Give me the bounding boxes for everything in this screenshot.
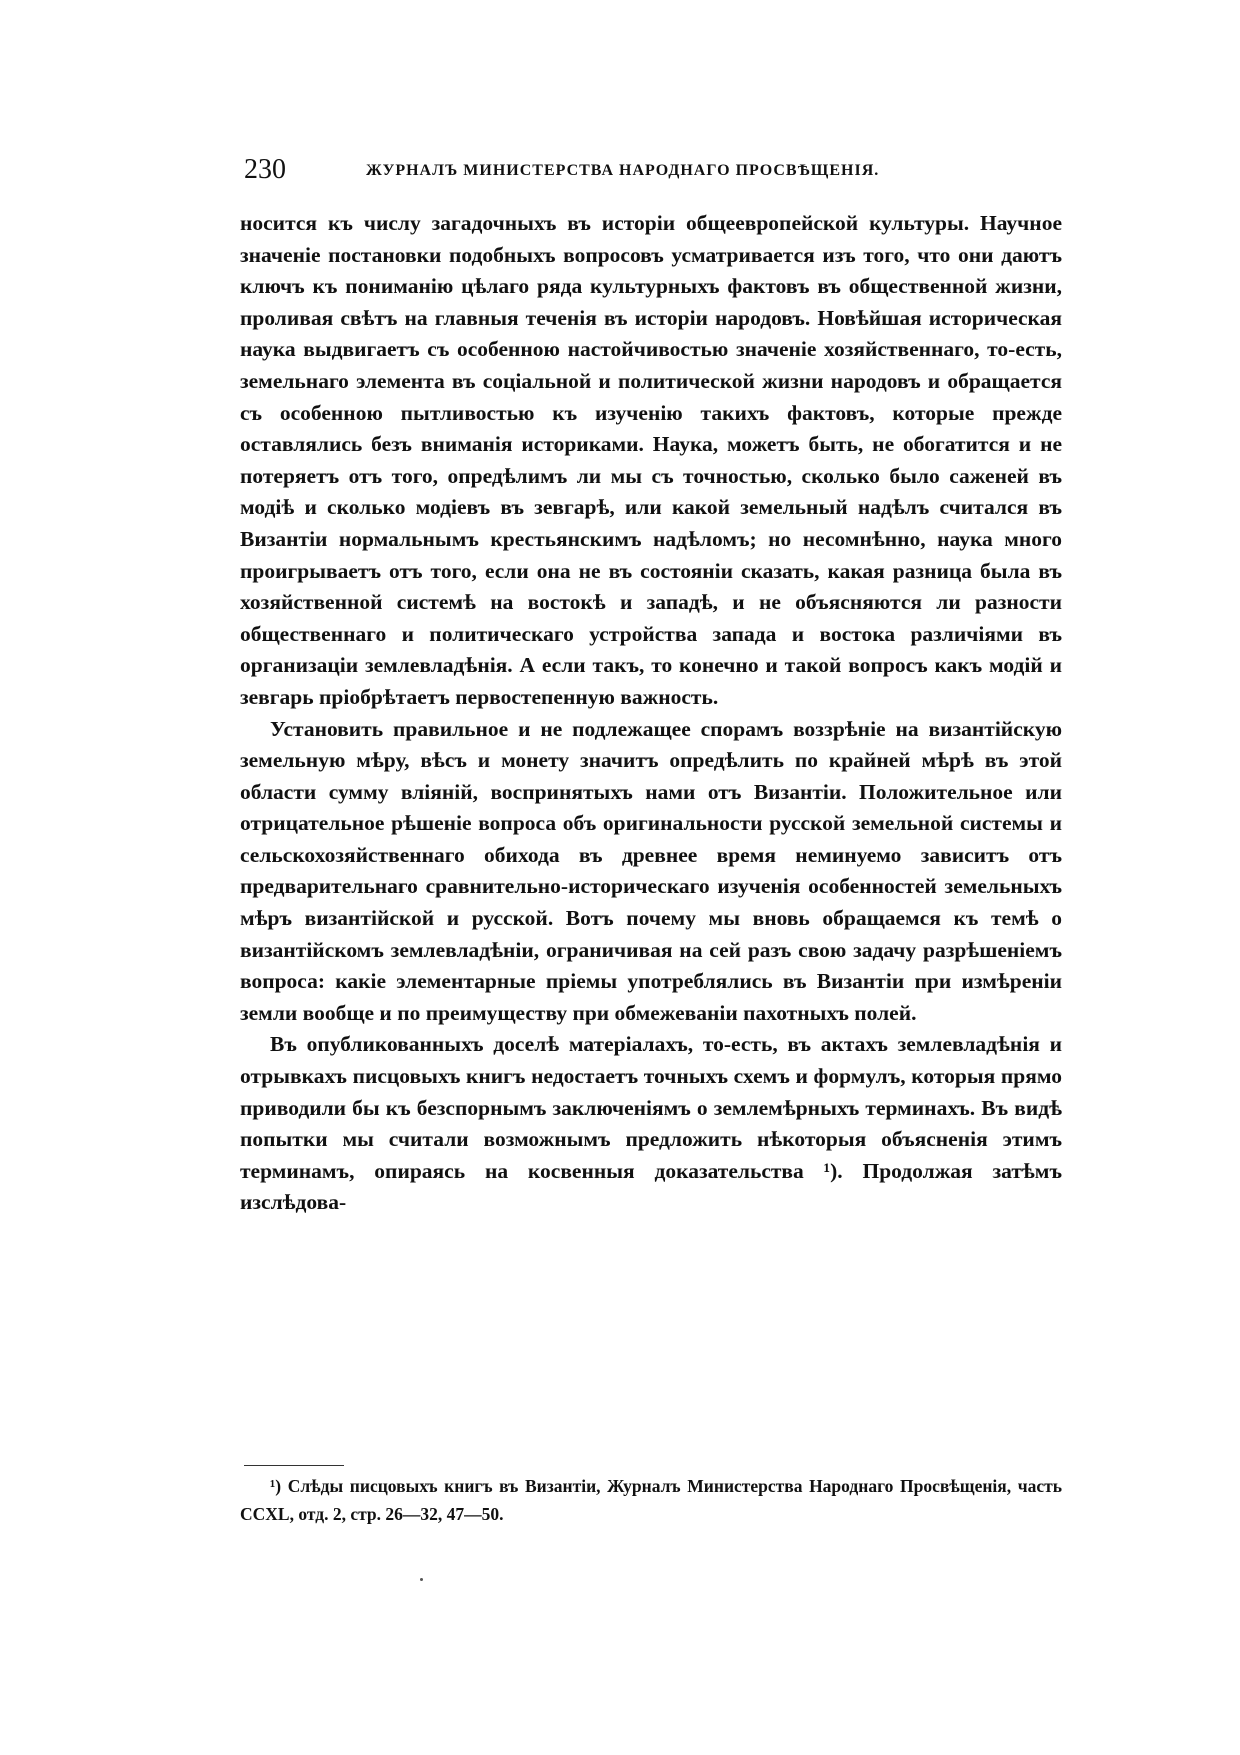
paragraph: Въ опубликованныхъ доселѣ матеріалахъ, то-есть, въ актахъ землевладѣнія и отрывкахъ писцовыхъ книгъ недостаетъ точныхъ схемъ и формулъ, которыя прямо приводили бы къ безспорнымъ заключеніямъ о землемѣрныхъ терминахъ. Въ видѣ попытки мы считали возможнымъ предложить нѣкоторыя объясненія этимъ терминамъ, опираясь на косвенныя доказательства ¹). Продолжая затѣмъ изслѣдова- [240,1032,1062,1215]
paragraph: Установить правильное и не подлежащее спорамъ воззрѣніе на византійскую земельную мѣру, вѣсъ и монету значитъ опредѣлить по крайней мѣрѣ въ этой области сумму вліяній, воспринятыхъ нами отъ Византіи. Положительное или отрицательное рѣшеніе вопроса объ оригинальности русской земельной системы и сельскохозяйственнаго обихода въ древнее время неминуемо зависитъ отъ предварительнаго сравнительно-историческаго изученія особенностей земельныхъ мѣръ византійской и русской. Вотъ почему мы вновь обращаемся къ темѣ о византійскомъ землевладѣніи, ограничивая на сей разъ свою задачу разрѣшеніемъ вопроса: какіе элементарные пріемы употреблялись въ Византіи при измѣреніи земли вообще и по преимуществу при обмежеваніи пахотныхъ полей. [240,716,1062,1025]
footnote: ¹) Слѣды писцовыхъ книгъ въ Византіи, Журналъ Министерства Народнаго Просвѣщенія, часть CCXL, отд. 2, стр. 26—32, 47—50. [240,1476,1062,1524]
scan-speck [420,1578,423,1581]
running-head: ЖУРНАЛЪ МИНИСТЕРСТВА НАРОДНАГО ПРОСВѢЩЕНІЯ. [366,162,880,179]
paragraph-continuation: носится къ числу загадочныхъ въ исторіи общеевропейской культуры. Научное значеніе постановки подобныхъ вопросовъ усматривается изъ того, что они даютъ ключъ къ пониманію цѣлаго ряда культурныхъ фактовъ въ общественной жизни, проливая свѣтъ на главныя теченія въ исторіи народовъ. Новѣйшая историческая наука выдвигаетъ съ особенною настойчивостью значеніе хозяйственнаго, то-есть, земельнаго элемента въ соціальной и политической жизни народовъ и обращается съ особенною пытливостью къ изученію такихъ фактовъ, которые прежде оставлялись безъ вниманія историками. Наука, можетъ быть, не обогатится и не потеряетъ отъ того, опредѣлимъ ли мы съ точностью, сколько было саженей въ модіѣ и сколько модіевъ въ зевгарѣ, или какой земельный надѣлъ считался въ Византіи нормальнымъ крестьянскимъ надѣломъ; но несомнѣнно, наука много проигрываетъ отъ того, если она не въ состояніи сказать, какая разница была въ хозяйственной системѣ на востокѣ и западѣ, и не объясняются ли разности общественнаго и политическаго устройства запада и востока различіями въ организаціи землевладѣнія. А если такъ, то конечно и такой вопросъ какъ модій и зевгарь пріобрѣтаетъ первостепенную важность. [240,211,1062,709]
page-header [244,150,1064,190]
body-text [240,208,1062,1219]
page-number: 230 [244,154,286,185]
footnotes [240,1472,1062,1528]
footnote-divider [244,1465,344,1466]
